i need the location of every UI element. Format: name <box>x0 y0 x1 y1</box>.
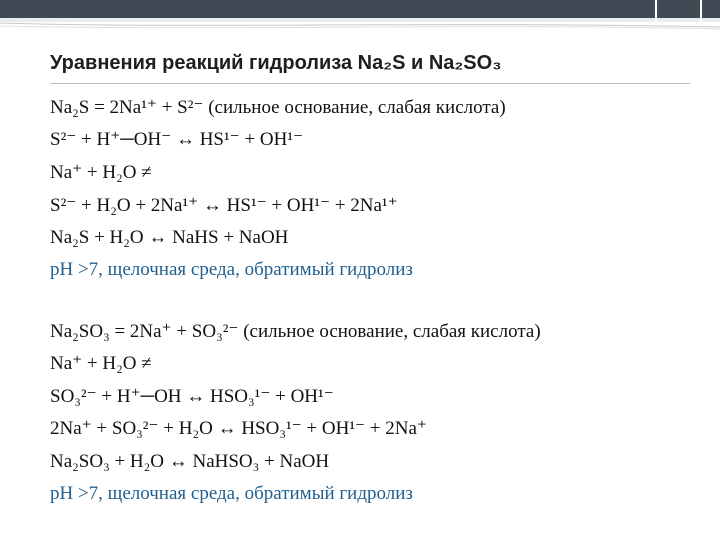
equation-line: Na⁺ + H₂O ≠ <box>50 353 152 374</box>
conclusion-line: pH >7, щелочная среда, обратимый гидролиз <box>50 259 413 280</box>
equation-line: Na₂SO₃ + H₂O ↔ NaHSO₃ + NaOH <box>50 451 330 472</box>
top-bar <box>0 0 720 22</box>
equation-line: Na₂S + H₂O ↔ NaHS + NaOH <box>50 227 289 248</box>
equation-line: SO₃²⁻ + H⁺─OH ↔ HSO₃¹⁻ + OH¹⁻ <box>50 386 334 407</box>
equation-line: 2Na⁺ + SO₃²⁻ + H₂O ↔ HSO₃¹⁻ + OH¹⁻ + 2Na⁺ <box>50 418 427 439</box>
top-bar-divider <box>655 0 657 22</box>
equation-line: Na₂S = 2Na¹⁺ + S²⁻ (сильное основание, слабая кислота) <box>50 97 506 118</box>
conclusion-line: pH >7, щелочная среда, обратимый гидролиз <box>50 483 413 504</box>
equation-line: Na₂SO₃ = 2Na⁺ + SO₃²⁻ (сильное основание, слабая кислота) <box>50 321 541 342</box>
top-bar-divider <box>700 0 702 22</box>
equation-line: S²⁻ + H₂O + 2Na¹⁺ ↔ HS¹⁻ + OH¹⁻ + 2Na¹⁺ <box>50 195 398 216</box>
slide-title: Уравнения реакций гидролиза Na₂S и Na₂SO₃ <box>50 52 502 74</box>
equation-line: Na⁺ + H₂O ≠ <box>50 162 152 183</box>
decorative-border <box>0 22 720 30</box>
title-divider <box>50 83 690 84</box>
equation-line: S²⁻ + H⁺─OH⁻ ↔ HS¹⁻ + OH¹⁻ <box>50 129 304 150</box>
top-bar-dark <box>0 0 720 18</box>
